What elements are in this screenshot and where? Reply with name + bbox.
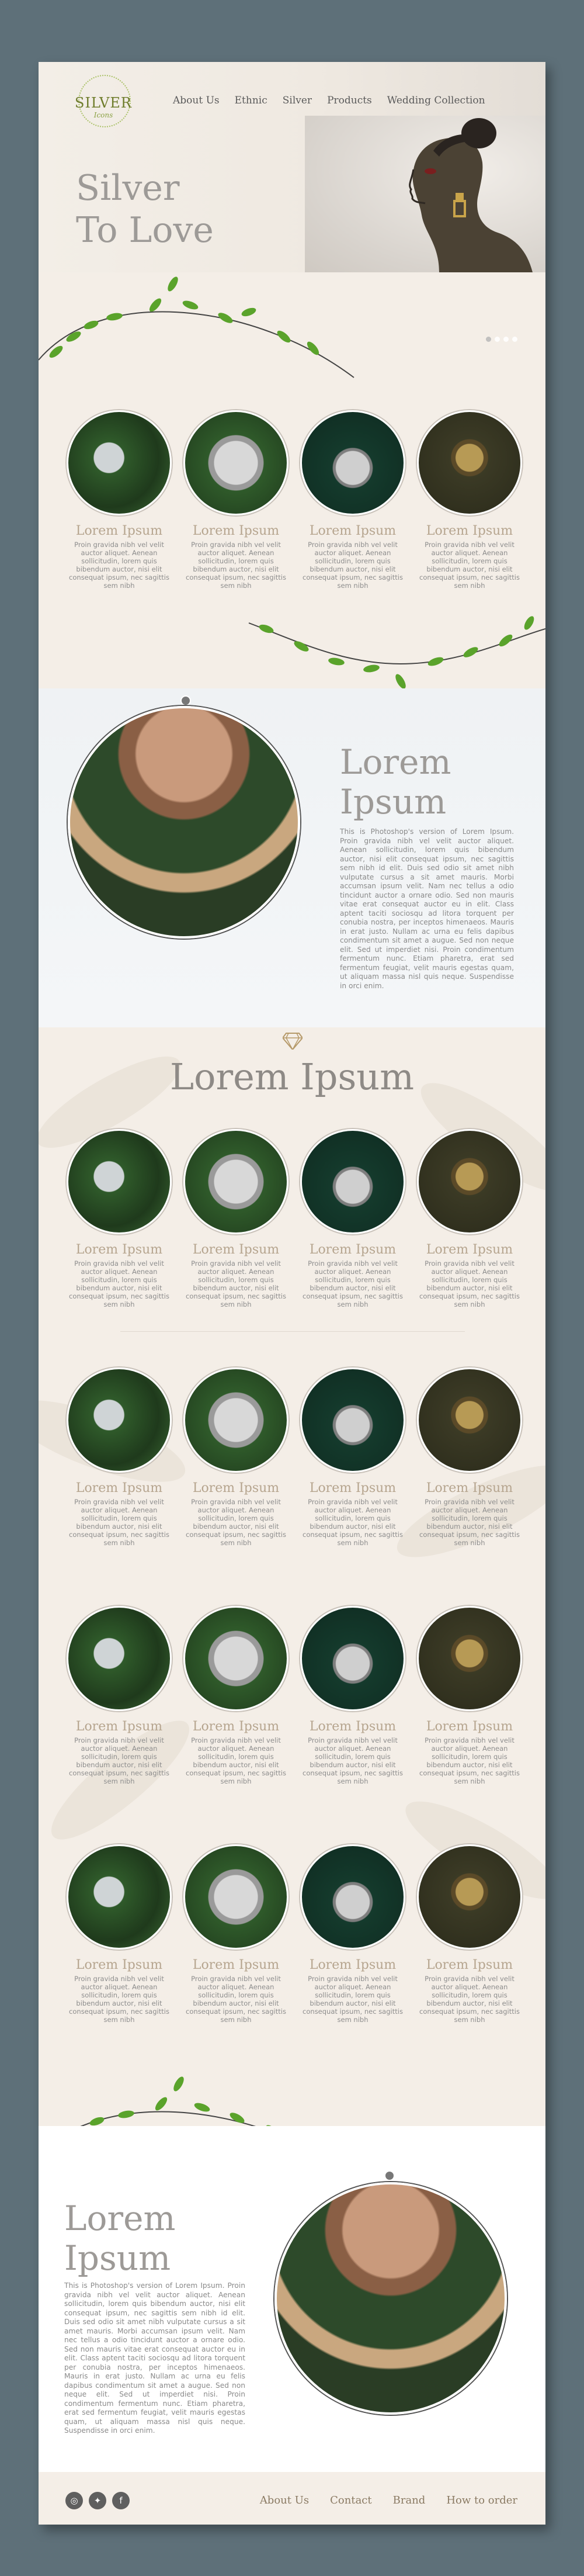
product-image-pendant[interactable] <box>300 410 405 515</box>
footer-contact[interactable]: Contact <box>330 2494 372 2506</box>
footer-about-us[interactable]: About Us <box>259 2494 310 2506</box>
facebook-icon[interactable]: f <box>112 2492 130 2509</box>
nav-wedding-collection[interactable]: Wedding Collection <box>387 95 485 106</box>
product-title: Lorem Ipsum <box>309 1719 397 1734</box>
product-title: Lorem Ipsum <box>309 524 397 538</box>
feature-title: Lorem Ipsum <box>64 2198 176 2278</box>
diamond-icon <box>283 1032 303 1050</box>
product-description: Proin gravida nibh vel velit auctor aliquet. Aenean sollicitudin, lorem quis bibendum auctor, nisi elit consequat ipsum, nec sagittis sem nibh <box>303 1498 403 1547</box>
product-row-4 <box>67 1606 522 1785</box>
product-title: Lorem Ipsum <box>426 1958 513 1972</box>
product-title: Lorem Ipsum <box>75 1958 163 1972</box>
product-row-2 <box>67 1129 522 1308</box>
carousel-dot-1[interactable] <box>486 337 491 342</box>
product-description: Proin gravida nibh vel velit auctor aliquet. Aenean sollicitudin, lorem quis bibendum auctor, nisi elit consequat ipsum, nec sagittis sem nibh <box>186 1736 286 1785</box>
product-card[interactable] <box>417 410 522 590</box>
product-title: Lorem Ipsum <box>192 524 280 538</box>
section-title: Lorem Ipsum <box>169 1055 415 1098</box>
product-description: Proin gravida nibh vel velit auctor aliquet. Aenean sollicitudin, lorem quis bibendum auctor, nisi elit consequat ipsum, nec sagittis sem nibh <box>419 1259 520 1308</box>
feature-model-image <box>68 706 300 939</box>
product-description: Proin gravida nibh vel velit auctor aliquet. Aenean sollicitudin, lorem quis bibendum auctor, nisi elit consequat ipsum, nec sagittis sem nibh <box>303 1736 403 1785</box>
product-title: Lorem Ipsum <box>192 1242 280 1257</box>
product-image-jhumka[interactable] <box>417 1606 522 1711</box>
product-description: Proin gravida nibh vel velit auctor aliquet. Aenean sollicitudin, lorem quis bibendum auctor, nisi elit consequat ipsum, nec sagittis sem nibh <box>303 1975 403 2024</box>
product-image-ring[interactable] <box>67 1844 172 1950</box>
feature-section-2 <box>39 2126 545 2472</box>
product-card[interactable] <box>67 1367 172 1547</box>
footer-nav <box>239 2494 517 2506</box>
instagram-icon[interactable]: ◎ <box>65 2492 83 2509</box>
product-title: Lorem Ipsum <box>192 1719 280 1734</box>
vine-decoration-icon <box>249 605 545 699</box>
product-image-necklace[interactable] <box>183 410 288 515</box>
carousel-dot-3[interactable] <box>503 337 509 342</box>
product-description: Proin gravida nibh vel velit auctor aliquet. Aenean sollicitudin, lorem quis bibendum auctor, nisi elit consequat ipsum, nec sagittis sem nibh <box>419 1736 520 1785</box>
product-title: Lorem Ipsum <box>309 1958 397 1972</box>
product-image-jhumka[interactable] <box>417 1129 522 1234</box>
product-description: Proin gravida nibh vel velit auctor aliquet. Aenean sollicitudin, lorem quis bibendum auctor, nisi elit consequat ipsum, nec sagittis sem nibh <box>69 541 169 590</box>
product-description: Proin gravida nibh vel velit auctor aliquet. Aenean sollicitudin, lorem quis bibendum auctor, nisi elit consequat ipsum, nec sagittis sem nibh <box>186 1975 286 2024</box>
product-row-1 <box>67 410 522 590</box>
product-description: Proin gravida nibh vel velit auctor aliquet. Aenean sollicitudin, lorem quis bibendum auctor, nisi elit consequat ipsum, nec sagittis sem nibh <box>303 541 403 590</box>
product-title: Lorem Ipsum <box>75 1719 163 1734</box>
product-title: Lorem Ipsum <box>192 1958 280 1972</box>
product-title: Lorem Ipsum <box>309 1481 397 1495</box>
logo-subtext: Icons <box>93 111 113 119</box>
product-card[interactable] <box>183 1367 288 1547</box>
nav-products[interactable]: Products <box>327 95 372 106</box>
product-image-pendant[interactable] <box>300 1129 405 1234</box>
product-description: Proin gravida nibh vel velit auctor aliquet. Aenean sollicitudin, lorem quis bibendum auctor, nisi elit consequat ipsum, nec sagittis sem nibh <box>69 1259 169 1308</box>
page <box>39 62 545 2525</box>
product-card[interactable] <box>417 1844 522 2024</box>
product-title: Lorem Ipsum <box>75 1481 163 1495</box>
product-image-necklace[interactable] <box>183 1606 288 1711</box>
product-description: Proin gravida nibh vel velit auctor aliquet. Aenean sollicitudin, lorem quis bibendum auctor, nisi elit consequat ipsum, nec sagittis sem nibh <box>186 1259 286 1308</box>
header <box>39 62 545 272</box>
product-image-jhumka[interactable] <box>417 1844 522 1950</box>
product-title: Lorem Ipsum <box>75 1242 163 1257</box>
product-card[interactable] <box>417 1606 522 1785</box>
product-image-ring[interactable] <box>67 1367 172 1473</box>
logo-text: SILVER <box>75 95 132 111</box>
product-image-necklace[interactable] <box>183 1367 288 1473</box>
logo[interactable] <box>69 75 138 126</box>
product-description: Proin gravida nibh vel velit auctor aliquet. Aenean sollicitudin, lorem quis bibendum auctor, nisi elit consequat ipsum, nec sagittis sem nibh <box>419 1975 520 2024</box>
feature-description: This is Photoshop's version of Lorem Ipsum. Proin gravida nibh vel velit auctor aliquet. Aenean sollicitudin, lorem quis bibendum auctor, nisi elit consequat ipsum, nec sagittis sem nibh id elit. Duis sed odio sit amet nibh vulputate cursus a sit amet mauris. Morbi accumsan ipsum velit. Nam nec tellus a odio tincidunt auctor a ornare odio. Sed non mauris vitae erat consequat auctor eu in elit. Class aptent taciti sociosqu ad litora torquent per conubia nostra, per inceptos himenaeos. Mauris in erat justo. Nullam ac urna eu felis dapibus condimentum sit amet a augue. Sed non neque elit. Sed ut imperdiet nisi. Proin condimentum fermentum nunc. Etiam pharetra, erat sed fermentum feugiat, velit mauris egestas quam, ut aliquam massa nisl quis neque. Suspendisse in orci enim. <box>64 2281 245 2435</box>
footer <box>39 2472 545 2525</box>
product-card[interactable] <box>183 410 288 590</box>
product-card[interactable] <box>417 1367 522 1547</box>
carousel-dot-2[interactable] <box>495 337 500 342</box>
product-title: Lorem Ipsum <box>426 524 513 538</box>
carousel-dot-4[interactable] <box>512 337 517 342</box>
product-title: Lorem Ipsum <box>309 1242 397 1257</box>
product-image-pendant[interactable] <box>300 1367 405 1473</box>
twitter-icon[interactable]: ✦ <box>89 2492 106 2509</box>
product-card[interactable] <box>300 1606 405 1785</box>
feature-title: Lorem Ipsum <box>340 742 451 822</box>
hero-title: Silver To Love <box>76 168 214 251</box>
nav-about-us[interactable]: About Us <box>173 95 220 106</box>
product-card[interactable] <box>183 1844 288 2024</box>
product-title: Lorem Ipsum <box>192 1481 280 1495</box>
product-image-jhumka[interactable] <box>417 1367 522 1473</box>
product-card[interactable] <box>67 1606 172 1785</box>
product-card[interactable] <box>67 1129 172 1308</box>
product-description: Proin gravida nibh vel velit auctor aliquet. Aenean sollicitudin, lorem quis bibendum auctor, nisi elit consequat ipsum, nec sagittis sem nibh <box>419 541 520 590</box>
product-title: Lorem Ipsum <box>426 1242 513 1257</box>
vine-decoration-icon <box>39 249 366 366</box>
product-description: Proin gravida nibh vel velit auctor aliquet. Aenean sollicitudin, lorem quis bibendum auctor, nisi elit consequat ipsum, nec sagittis sem nibh <box>69 1498 169 1547</box>
product-description: Proin gravida nibh vel velit auctor aliquet. Aenean sollicitudin, lorem quis bibendum auctor, nisi elit consequat ipsum, nec sagittis sem nibh <box>419 1498 520 1547</box>
carousel-dots <box>486 337 517 342</box>
product-description: Proin gravida nibh vel velit auctor aliquet. Aenean sollicitudin, lorem quis bibendum auctor, nisi elit consequat ipsum, nec sagittis sem nibh <box>303 1259 403 1308</box>
social-links <box>65 2492 130 2509</box>
product-card[interactable] <box>67 410 172 590</box>
product-card[interactable] <box>300 1844 405 2024</box>
product-title: Lorem Ipsum <box>426 1719 513 1734</box>
product-image-necklace[interactable] <box>183 1129 288 1234</box>
product-description: Proin gravida nibh vel velit auctor aliquet. Aenean sollicitudin, lorem quis bibendum auctor, nisi elit consequat ipsum, nec sagittis sem nibh <box>186 1498 286 1547</box>
product-image-pendant[interactable] <box>300 1606 405 1711</box>
product-card[interactable] <box>300 1129 405 1308</box>
nav-silver[interactable]: Silver <box>282 95 312 106</box>
product-image-ring[interactable] <box>67 1129 172 1234</box>
feature-description: This is Photoshop's version of Lorem Ipsum. Proin gravida nibh vel velit auctor aliquet. Aenean sollicitudin, lorem quis bibendum auctor, nisi elit consequat ipsum, nec sagittis sem nibh id elit. Duis sed odio sit amet nibh vulputate cursus a sit amet mauris. Morbi accumsan ipsum velit. Nam nec tellus a odio tincidunt auctor a ornare odio. Sed non mauris vitae erat consequat auctor eu in elit. Class aptent taciti sociosqu ad litora torquent per conubia nostra, per inceptos himenaeos. Mauris in erat justo. Nullam ac urna eu felis dapibus condimentum sit amet a augue. Sed non neque elit. Sed ut imperdiet nisi. Proin condimentum fermentum nunc. Etiam pharetra, erat sed fermentum feugiat, velit mauris egestas quam, ut aliquam massa nisl quis neque. Suspendisse in orci enim. <box>340 827 514 990</box>
feature-model-image <box>274 2182 507 2415</box>
product-description: Proin gravida nibh vel velit auctor aliquet. Aenean sollicitudin, lorem quis bibendum auctor, nisi elit consequat ipsum, nec sagittis sem nibh <box>69 1736 169 1785</box>
divider <box>120 1331 465 1332</box>
product-row-5 <box>67 1844 522 2024</box>
nav-ethnic[interactable]: Ethnic <box>234 95 267 106</box>
product-card[interactable] <box>183 1606 288 1785</box>
product-card[interactable] <box>300 1367 405 1547</box>
product-image-ring[interactable] <box>67 1606 172 1711</box>
product-image-pendant[interactable] <box>300 1844 405 1950</box>
product-description: Proin gravida nibh vel velit auctor aliquet. Aenean sollicitudin, lorem quis bibendum auctor, nisi elit consequat ipsum, nec sagittis sem nibh <box>186 541 286 590</box>
product-title: Lorem Ipsum <box>426 1481 513 1495</box>
main-nav <box>173 95 500 106</box>
footer-how-to-order[interactable]: How to order <box>446 2494 517 2506</box>
product-title: Lorem Ipsum <box>75 524 163 538</box>
product-description: Proin gravida nibh vel velit auctor aliquet. Aenean sollicitudin, lorem quis bibendum auctor, nisi elit consequat ipsum, nec sagittis sem nibh <box>69 1975 169 2024</box>
product-card[interactable] <box>300 410 405 590</box>
product-card[interactable] <box>67 1844 172 2024</box>
product-card[interactable] <box>183 1129 288 1308</box>
pin-icon <box>180 695 191 706</box>
footer-brand[interactable]: Brand <box>392 2494 426 2506</box>
product-row-3 <box>67 1367 522 1547</box>
feature-section-1 <box>39 688 545 1027</box>
product-image-ring[interactable] <box>67 410 172 515</box>
product-card[interactable] <box>417 1129 522 1308</box>
product-image-jhumka[interactable] <box>417 410 522 515</box>
pin-icon <box>384 2170 395 2181</box>
product-image-necklace[interactable] <box>183 1844 288 1950</box>
